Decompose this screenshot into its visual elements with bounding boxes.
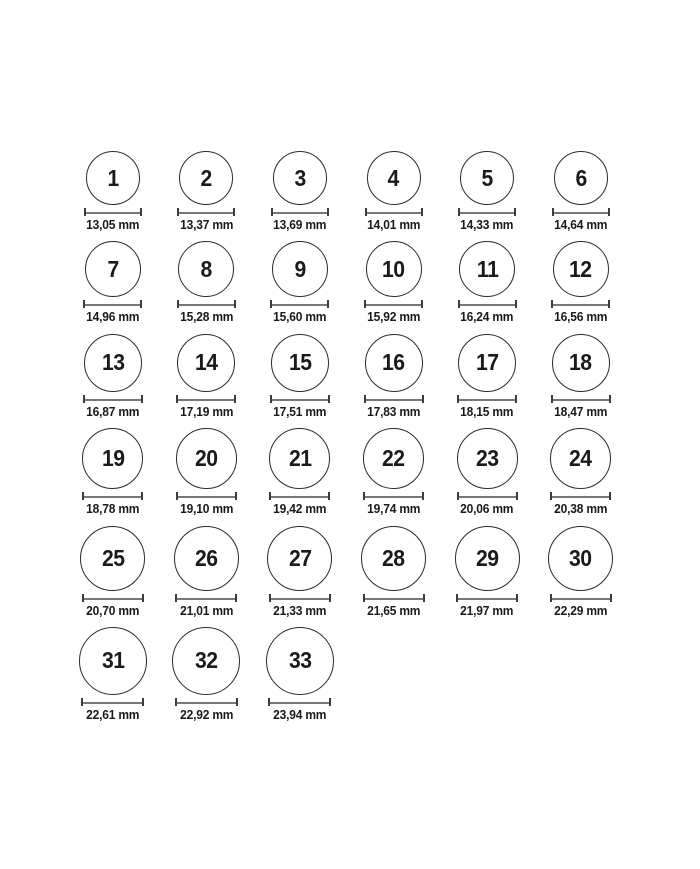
measure-line-bar xyxy=(272,304,327,306)
diameter-measure-line xyxy=(84,208,142,216)
ring-circle xyxy=(460,151,514,205)
ring-circle xyxy=(179,151,233,205)
diameter-measure-line xyxy=(82,492,143,500)
measure-line-bar xyxy=(270,702,329,704)
ring-circle xyxy=(361,526,426,591)
ring-circle xyxy=(550,428,611,489)
ring-size-item xyxy=(440,526,534,618)
diameter-measure-line xyxy=(83,395,143,403)
diameter-label: 13,37 mm xyxy=(179,218,233,232)
ring-size-number: 32 xyxy=(195,647,218,674)
ring-size-item xyxy=(440,428,534,516)
ring-circle xyxy=(269,428,330,489)
ring-circle xyxy=(86,151,140,205)
ring-size-item xyxy=(347,428,441,516)
diameter-measure-line xyxy=(269,492,330,500)
ring-size-item xyxy=(160,526,254,618)
diameter-label: 22,61 mm xyxy=(86,707,140,722)
ring-size-number: 21 xyxy=(288,445,312,472)
measure-line-bar xyxy=(84,496,141,498)
ring-size-item xyxy=(66,241,160,324)
ring-size-item xyxy=(347,151,441,232)
diameter-label: 15,92 mm xyxy=(366,310,421,325)
diameter-measure-line xyxy=(268,698,331,706)
diameter-label: 20,38 mm xyxy=(554,502,608,517)
diameter-measure-line xyxy=(550,594,612,602)
ring-circle xyxy=(271,334,329,392)
ring-circle xyxy=(458,334,516,392)
diameter-measure-line xyxy=(457,492,518,500)
measure-line-bar xyxy=(367,212,421,214)
ring-size-item xyxy=(160,151,254,232)
measure-line-bar xyxy=(459,399,515,401)
ring-size-item xyxy=(253,627,347,722)
diameter-label: 16,87 mm xyxy=(86,404,140,419)
ring-circle xyxy=(553,241,609,297)
diameter-measure-line xyxy=(269,594,331,602)
ring-circle xyxy=(548,526,613,591)
ring-size-number: 20 xyxy=(195,445,218,472)
diameter-label: 18,78 mm xyxy=(86,502,140,517)
ring-size-number: 4 xyxy=(387,164,400,191)
diameter-label: 20,06 mm xyxy=(460,502,514,517)
diameter-measure-line xyxy=(456,594,518,602)
diameter-measure-line xyxy=(83,300,142,308)
ring-size-number: 17 xyxy=(475,349,499,376)
diameter-measure-line xyxy=(177,208,235,216)
measure-line-bar xyxy=(85,399,141,401)
ring-size-item xyxy=(440,241,534,324)
measure-line-bar xyxy=(178,399,234,401)
diameter-measure-line xyxy=(365,208,423,216)
ring-circle xyxy=(272,241,328,297)
measure-line-bar xyxy=(86,212,140,214)
ring-circle xyxy=(266,627,334,695)
ring-circle xyxy=(79,627,147,695)
ring-circle xyxy=(176,428,237,489)
ring-size-item xyxy=(253,428,347,516)
ring-size-item xyxy=(440,334,534,419)
measure-line-bar xyxy=(460,212,514,214)
ring-size-item xyxy=(347,241,441,324)
measure-line-bar xyxy=(179,304,234,306)
ring-size-number: 14 xyxy=(195,349,218,376)
ring-size-item xyxy=(66,428,160,516)
ring-size-item xyxy=(534,334,628,419)
ring-size-item xyxy=(160,428,254,516)
diameter-label: 21,97 mm xyxy=(460,603,514,618)
ring-size-number: 22 xyxy=(382,445,405,472)
ring-size-item xyxy=(534,526,628,618)
diameter-measure-line xyxy=(270,395,330,403)
diameter-label: 21,01 mm xyxy=(179,603,233,618)
diameter-measure-line xyxy=(458,300,517,308)
ring-size-number: 33 xyxy=(288,647,312,674)
ring-size-number: 23 xyxy=(475,445,499,472)
ring-size-number: 18 xyxy=(569,349,593,376)
ring-circle xyxy=(174,526,239,591)
ring-size-item xyxy=(66,627,160,722)
ring-size-item xyxy=(66,334,160,419)
measure-line-bar xyxy=(273,212,327,214)
diameter-label: 19,42 mm xyxy=(273,502,327,517)
ring-circle xyxy=(363,428,424,489)
measure-line-bar xyxy=(271,598,329,600)
ring-size-item xyxy=(347,526,441,618)
measure-line-bar xyxy=(552,598,610,600)
ring-size-number: 27 xyxy=(288,544,312,571)
diameter-measure-line xyxy=(270,300,329,308)
ring-size-item xyxy=(534,151,628,232)
diameter-label: 21,33 mm xyxy=(273,603,327,618)
diameter-label: 14,96 mm xyxy=(86,310,140,325)
diameter-measure-line xyxy=(552,208,610,216)
diameter-measure-line xyxy=(363,492,424,500)
ring-size-number: 9 xyxy=(294,255,306,282)
ring-size-number: 30 xyxy=(569,544,593,571)
measure-line-bar xyxy=(177,702,236,704)
diameter-label: 17,51 mm xyxy=(273,404,327,419)
ring-size-number: 12 xyxy=(569,255,593,282)
diameter-measure-line xyxy=(176,492,237,500)
ring-size-number: 25 xyxy=(101,544,125,571)
ring-circle xyxy=(554,151,608,205)
ring-size-row xyxy=(66,428,630,516)
measure-line-bar xyxy=(271,496,328,498)
ring-size-item xyxy=(534,428,628,516)
ring-size-item xyxy=(253,241,347,324)
diameter-measure-line xyxy=(457,395,517,403)
measure-line-bar xyxy=(460,304,515,306)
ring-size-number: 6 xyxy=(575,164,587,191)
ring-circle xyxy=(267,526,332,591)
diameter-label: 19,74 mm xyxy=(366,502,421,517)
ring-circle xyxy=(85,241,141,297)
ring-size-row xyxy=(66,627,630,722)
diameter-label: 14,33 mm xyxy=(460,218,514,232)
measure-line-bar xyxy=(554,212,608,214)
ring-size-number: 1 xyxy=(107,164,119,191)
ring-size-row xyxy=(66,241,630,324)
ring-size-item xyxy=(66,151,160,232)
measure-line-bar xyxy=(272,399,328,401)
measure-line-bar xyxy=(366,399,422,401)
ring-size-number: 15 xyxy=(288,349,312,376)
ring-circle xyxy=(457,428,518,489)
ring-size-row xyxy=(66,334,630,419)
diameter-measure-line xyxy=(81,698,144,706)
diameter-label: 18,15 mm xyxy=(460,404,514,419)
diameter-label: 21,65 mm xyxy=(366,603,421,618)
diameter-label: 13,69 mm xyxy=(273,218,327,232)
measure-line-bar xyxy=(84,598,142,600)
diameter-measure-line xyxy=(82,594,144,602)
ring-circle xyxy=(366,241,422,297)
diameter-measure-line xyxy=(550,492,611,500)
ring-size-number: 11 xyxy=(476,255,498,282)
diameter-measure-line xyxy=(363,594,425,602)
diameter-label: 20,70 mm xyxy=(86,603,140,618)
ring-size-number: 31 xyxy=(101,647,125,674)
ring-size-item xyxy=(440,151,534,232)
diameter-measure-line xyxy=(364,395,424,403)
ring-size-number: 8 xyxy=(200,255,213,282)
measure-line-bar xyxy=(85,304,140,306)
ring-size-number: 7 xyxy=(107,255,119,282)
ring-size-number: 5 xyxy=(481,164,493,191)
diameter-label: 19,10 mm xyxy=(179,502,233,517)
diameter-label: 14,01 mm xyxy=(366,218,421,232)
diameter-label: 22,29 mm xyxy=(554,603,608,618)
measure-line-bar xyxy=(458,598,516,600)
ring-size-item xyxy=(160,334,254,419)
ring-circle xyxy=(177,334,235,392)
measure-line-bar xyxy=(177,598,235,600)
ring-size-item xyxy=(253,151,347,232)
ring-circle xyxy=(84,334,142,392)
ring-size-item xyxy=(534,241,628,324)
measure-line-bar xyxy=(552,496,609,498)
measure-line-bar xyxy=(179,212,233,214)
diameter-measure-line xyxy=(175,594,237,602)
diameter-label: 15,60 mm xyxy=(273,310,327,325)
ring-size-item xyxy=(347,334,441,419)
ring-size-chart xyxy=(66,151,630,731)
measure-line-bar xyxy=(366,304,421,306)
ring-size-row xyxy=(66,151,630,232)
measure-line-bar xyxy=(83,702,142,704)
diameter-measure-line xyxy=(551,300,610,308)
ring-size-item xyxy=(66,526,160,618)
diameter-label: 16,24 mm xyxy=(460,310,514,325)
ring-size-row xyxy=(66,526,630,618)
diameter-measure-line xyxy=(177,300,236,308)
ring-size-item xyxy=(160,627,254,722)
ring-size-number: 16 xyxy=(382,349,405,376)
ring-size-number: 19 xyxy=(101,445,125,472)
ring-size-number: 24 xyxy=(569,445,593,472)
measure-line-bar xyxy=(553,399,609,401)
ring-circle xyxy=(459,241,515,297)
ring-circle xyxy=(80,526,145,591)
ring-size-item xyxy=(253,334,347,419)
diameter-label: 13,05 mm xyxy=(86,218,140,232)
diameter-label: 18,47 mm xyxy=(554,404,608,419)
diameter-label: 16,56 mm xyxy=(554,310,608,325)
diameter-measure-line xyxy=(271,208,329,216)
ring-circle xyxy=(455,526,520,591)
diameter-measure-line xyxy=(551,395,611,403)
diameter-measure-line xyxy=(176,395,236,403)
ring-circle xyxy=(367,151,421,205)
measure-line-bar xyxy=(365,496,422,498)
diameter-label: 23,94 mm xyxy=(273,707,327,722)
diameter-label: 17,19 mm xyxy=(179,404,233,419)
diameter-label: 14,64 mm xyxy=(554,218,608,232)
ring-circle xyxy=(178,241,234,297)
ring-circle xyxy=(552,334,610,392)
ring-circle xyxy=(273,151,327,205)
measure-line-bar xyxy=(178,496,235,498)
diameter-label: 17,83 mm xyxy=(366,404,421,419)
diameter-measure-line xyxy=(364,300,423,308)
ring-size-number: 29 xyxy=(475,544,499,571)
measure-line-bar xyxy=(553,304,608,306)
ring-size-number: 26 xyxy=(195,544,218,571)
measure-line-bar xyxy=(365,598,423,600)
ring-size-number: 28 xyxy=(382,544,405,571)
diameter-label: 15,28 mm xyxy=(179,310,233,325)
ring-size-item xyxy=(160,241,254,324)
ring-size-item xyxy=(253,526,347,618)
ring-size-number: 10 xyxy=(382,255,405,282)
ring-circle xyxy=(365,334,423,392)
ring-size-number: 2 xyxy=(200,164,213,191)
measure-line-bar xyxy=(459,496,516,498)
ring-circle xyxy=(172,627,240,695)
diameter-measure-line xyxy=(175,698,238,706)
diameter-label: 22,92 mm xyxy=(179,707,233,722)
ring-circle xyxy=(82,428,143,489)
ring-size-number: 13 xyxy=(101,349,125,376)
diameter-measure-line xyxy=(458,208,516,216)
ring-size-number: 3 xyxy=(294,164,306,191)
